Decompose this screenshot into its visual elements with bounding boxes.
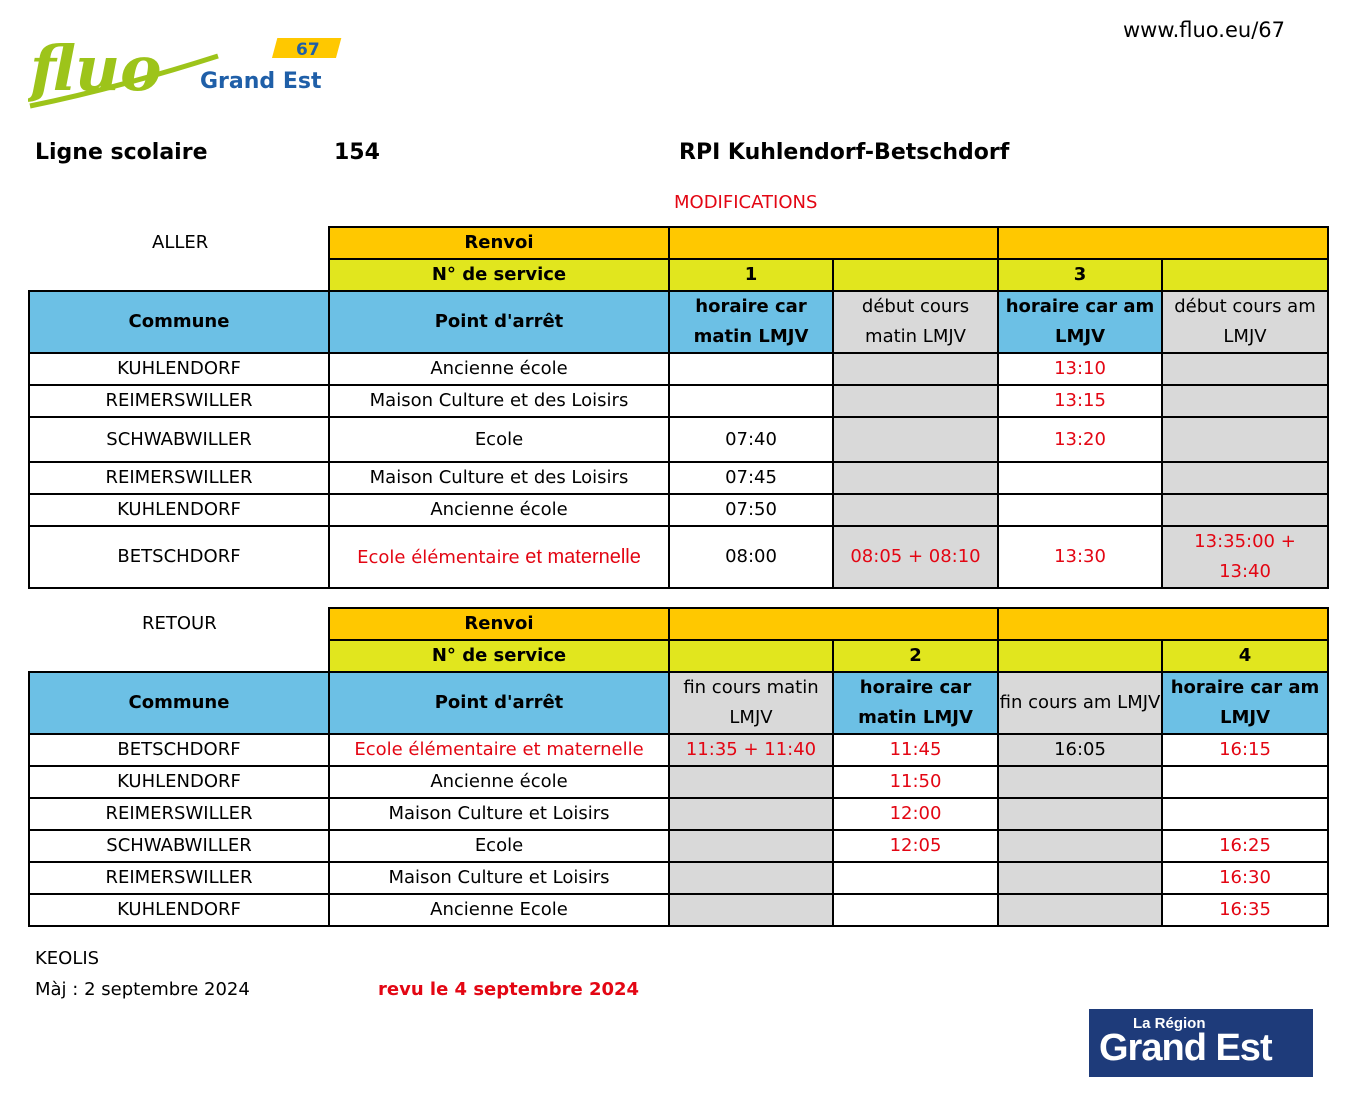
time-cell [998, 798, 1162, 830]
logo-brand: Grand Est [200, 69, 322, 94]
commune-cell: REIMERSWILLER [29, 385, 329, 417]
column-header-arret: Point d'arrêt [329, 672, 669, 734]
aller-table [28, 226, 1329, 589]
service-number [1162, 259, 1328, 291]
arret-part: Ecole élémentaire [357, 546, 526, 568]
column-header-arret: Point d'arrêt [329, 291, 669, 353]
time-cell [669, 798, 833, 830]
time-cell [1162, 353, 1328, 385]
commune-cell: REIMERSWILLER [29, 862, 329, 894]
time-cell [1162, 385, 1328, 417]
table-row [29, 526, 1328, 588]
column-header: début cours am LMJV [1162, 291, 1328, 353]
line-number: 154 [334, 140, 380, 165]
time-cell [1162, 798, 1328, 830]
time-cell [998, 494, 1162, 526]
arret-cell: Ancienne école [329, 766, 669, 798]
line-label: Ligne scolaire [35, 140, 208, 165]
time-cell [833, 894, 998, 926]
time-cell: 16:05 [998, 734, 1162, 766]
column-header-commune: Commune [29, 672, 329, 734]
time-cell [833, 862, 998, 894]
service-number [833, 259, 998, 291]
time-cell [669, 766, 833, 798]
website-url: www.fluo.eu/67 [1123, 18, 1285, 42]
time-cell [833, 417, 998, 462]
arret-cell: Maison Culture et Loisirs [329, 798, 669, 830]
time-cell [669, 385, 833, 417]
logo-badge: 67 [296, 40, 320, 60]
arret-cell: Ecole [329, 417, 669, 462]
time-cell [669, 353, 833, 385]
column-header: horaire car am LMJV [998, 291, 1162, 353]
table-row [29, 494, 1328, 526]
arret-cell: Ancienne école [329, 353, 669, 385]
time-cell: 16:35 [1162, 894, 1328, 926]
time-cell [669, 894, 833, 926]
table-row [29, 462, 1328, 494]
time-cell: 13:20 [998, 417, 1162, 462]
time-cell [998, 894, 1162, 926]
time-cell [833, 494, 998, 526]
column-header: horaire car matin LMJV [833, 672, 998, 734]
time-cell [998, 766, 1162, 798]
time-cell: 12:00 [833, 798, 998, 830]
time-cell: 07:40 [669, 417, 833, 462]
arret-cell: Maison Culture et Loisirs [329, 862, 669, 894]
arret-cell: Ecole élémentaire et maternelle [329, 734, 669, 766]
time-cell [998, 830, 1162, 862]
time-cell [833, 353, 998, 385]
column-header: horaire car matin LMJV [669, 291, 833, 353]
time-cell [998, 462, 1162, 494]
arret-cell: Ancienne école [329, 494, 669, 526]
service-number [998, 640, 1162, 672]
revision-date: revu le 4 septembre 2024 [378, 979, 640, 1000]
table-row [29, 417, 1328, 462]
arret-cell: Ecole [329, 830, 669, 862]
time-cell: 08:05 + 08:10 [833, 526, 998, 588]
column-header: horaire car am LMJV [1162, 672, 1328, 734]
table-row [29, 830, 1328, 862]
line-name: RPI Kuhlendorf-Betschdorf [679, 140, 1010, 165]
update-date: Màj : 2 septembre 2024 [35, 979, 250, 1000]
time-cell: 07:45 [669, 462, 833, 494]
time-cell: 11:35 + 11:40 [669, 734, 833, 766]
region-logo-line2: Grand Est [1099, 1027, 1272, 1069]
column-header: fin cours matin LMJV [669, 672, 833, 734]
commune-cell: SCHWABWILLER [29, 830, 329, 862]
commune-cell: BETSCHDORF [29, 526, 329, 588]
time-part: 13:40 [1219, 561, 1271, 582]
time-cell: 08:00 [669, 526, 833, 588]
fluo-grand-est-logo [28, 28, 358, 118]
time-cell: 13:10 [998, 353, 1162, 385]
service-number: 4 [1162, 640, 1328, 672]
commune-cell: REIMERSWILLER [29, 462, 329, 494]
commune-cell: KUHLENDORF [29, 494, 329, 526]
time-part: 13:35:00 + [1194, 531, 1296, 552]
time-cell [1162, 766, 1328, 798]
aller-label: ALLER [152, 232, 209, 253]
service-number: 1 [669, 259, 833, 291]
table-row [29, 385, 1328, 417]
table-row [29, 798, 1328, 830]
time-cell: 16:25 [1162, 830, 1328, 862]
arret-cell: Ancienne Ecole [329, 894, 669, 926]
time-cell: 16:15 [1162, 734, 1328, 766]
service-number: 3 [998, 259, 1162, 291]
time-cell [998, 862, 1162, 894]
logo-fluo-text: fluo [30, 32, 162, 105]
arret-cell: Maison Culture et des Loisirs [329, 385, 669, 417]
time-cell [833, 385, 998, 417]
time-cell [833, 462, 998, 494]
time-cell: 07:50 [669, 494, 833, 526]
modifications-label: MODIFICATIONS [674, 192, 818, 213]
time-cell [1162, 526, 1328, 588]
table-row [29, 894, 1328, 926]
retour-table [28, 607, 1329, 927]
service-number: 2 [833, 640, 998, 672]
time-cell [1162, 462, 1328, 494]
table-row [29, 353, 1328, 385]
region-grand-est-logo [1089, 1009, 1313, 1077]
arret-part: et maternelle [525, 545, 641, 568]
time-cell: 12:05 [833, 830, 998, 862]
table-row [29, 766, 1328, 798]
commune-cell: KUHLENDORF [29, 894, 329, 926]
commune-cell: SCHWABWILLER [29, 417, 329, 462]
arret-cell: Maison Culture et des Loisirs [329, 462, 669, 494]
time-cell: 13:15 [998, 385, 1162, 417]
table-row [29, 862, 1328, 894]
time-cell: 11:45 [833, 734, 998, 766]
time-cell [1162, 417, 1328, 462]
time-cell: 11:50 [833, 766, 998, 798]
retour-label: RETOUR [142, 613, 217, 634]
time-cell: 16:30 [1162, 862, 1328, 894]
renvoi-header: Renvoi [329, 227, 669, 259]
region-logo-line1: La Région [1133, 1015, 1206, 1032]
time-cell [669, 862, 833, 894]
column-header: début cours matin LMJV [833, 291, 998, 353]
operator-name: KEOLIS [35, 948, 100, 969]
column-header: fin cours am LMJV [998, 672, 1162, 734]
service-label: N° de service [329, 259, 669, 291]
service-label: N° de service [329, 640, 669, 672]
table-row [29, 734, 1328, 766]
commune-cell: KUHLENDORF [29, 353, 329, 385]
commune-cell: REIMERSWILLER [29, 798, 329, 830]
arret-cell [329, 526, 669, 588]
time-cell: 13:30 [998, 526, 1162, 588]
time-cell [1162, 494, 1328, 526]
commune-cell: BETSCHDORF [29, 734, 329, 766]
column-header-commune: Commune [29, 291, 329, 353]
time-cell [669, 830, 833, 862]
service-number [669, 640, 833, 672]
commune-cell: KUHLENDORF [29, 766, 329, 798]
renvoi-header: Renvoi [329, 608, 669, 640]
